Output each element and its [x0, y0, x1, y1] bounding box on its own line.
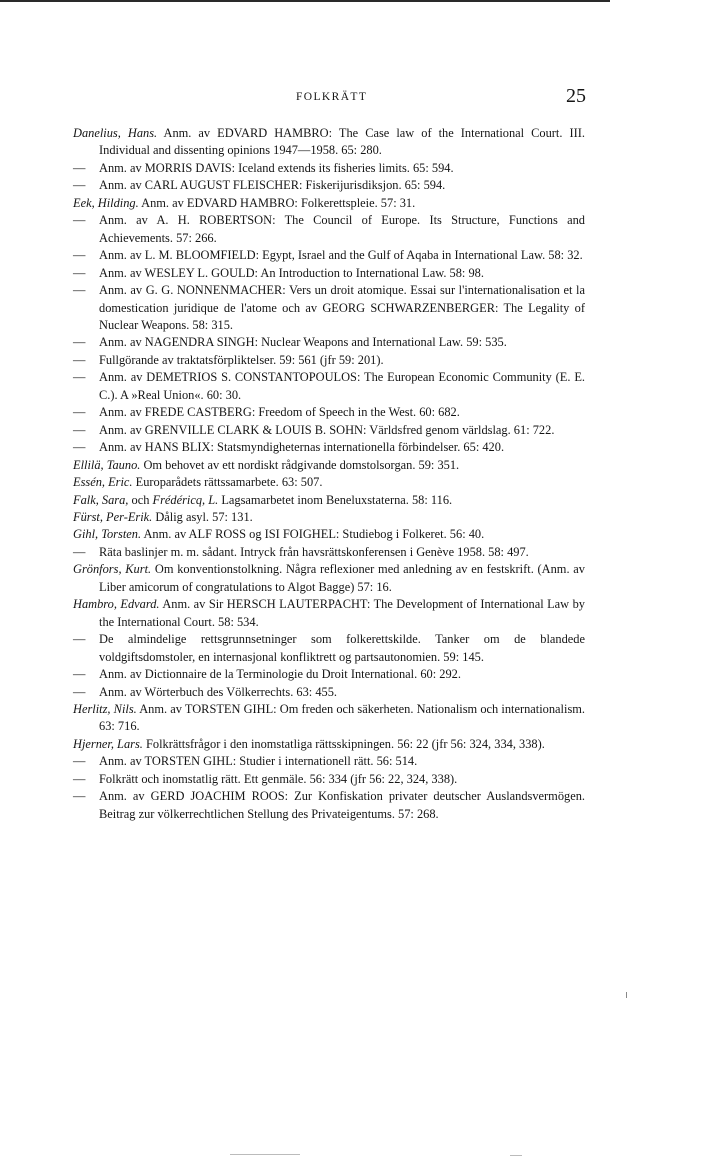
- entry-text: Anm. av GERD JOACHIM ROOS: Zur Konfiskation privater deutscher Auslandsvermögen. Beitrag zur völkerrechtlichen Stellung des Privateigentums. 57: 268.: [99, 789, 585, 821]
- entry-text: Anm. av MORRIS DAVIS: Iceland extends its fisheries limits. 65: 594.: [99, 160, 454, 175]
- entry-author: Herlitz, Nils.: [73, 701, 137, 716]
- entry-author: Ellilä, Tauno.: [73, 457, 141, 472]
- entry-text: Anm. av ALF ROSS og ISI FOIGHEL: Studiebog i Folkeret. 56: 40.: [141, 527, 485, 542]
- entry-text: Anm. av WESLEY L. GOULD: An Introduction to International Law. 58: 98.: [99, 265, 484, 280]
- scan-speck: [626, 992, 627, 998]
- sub-entry: [73, 334, 585, 351]
- index-entry: [73, 492, 585, 509]
- scan-speck: [510, 1155, 522, 1156]
- sub-entry: [73, 753, 585, 770]
- dash-mark: —: [73, 684, 86, 699]
- entry-author: Hjerner, Lars.: [73, 736, 143, 751]
- entry-author: Eek, Hilding.: [73, 195, 139, 210]
- entry-author: Frédéricq, L.: [152, 492, 219, 507]
- dash-mark: —: [73, 771, 86, 786]
- index-entry: [73, 195, 585, 212]
- sub-entry: [73, 177, 585, 194]
- sub-entry: [73, 282, 585, 334]
- index-entries: [73, 125, 585, 823]
- entry-text: Anm. av EDVARD HAMBRO: The Case law of the International Court. III. Individual and dissenting opinions 1947—1958. 65: 280.: [99, 126, 585, 158]
- entry-text: Anm. av NAGENDRA SINGH: Nuclear Weapons and International Law. 59: 535.: [99, 335, 507, 350]
- index-entry: [73, 125, 585, 160]
- sub-entry: [73, 160, 585, 177]
- entry-text: Folkrättsfrågor i den inomstatliga rättsskipningen. 56: 22 (jfr 56: 324, 334, 338).: [142, 736, 545, 751]
- dash-mark: —: [73, 667, 86, 682]
- sub-entry: [73, 631, 585, 666]
- sub-entry: [73, 352, 585, 369]
- dash-mark: —: [73, 632, 86, 647]
- dash-mark: —: [73, 178, 86, 193]
- page-number: 25: [566, 85, 586, 107]
- entry-text: Anm. av Sir HERSCH LAUTERPACHT: The Development of International Law by the International Court. 58: 534.: [99, 597, 585, 629]
- sub-entry: [73, 684, 585, 701]
- entry-text: Folkrätt och inomstatlig rätt. Ett genmäle. 56: 334 (jfr 56: 22, 324, 338).: [99, 771, 458, 786]
- entry-text: Anm. av FREDE CASTBERG: Freedom of Speech in the West. 60: 682.: [99, 405, 460, 420]
- entry-text: Anm. av HANS BLIX: Statsmyndigheternas internationella förbindelser. 65: 420.: [99, 440, 505, 455]
- dash-mark: —: [73, 283, 86, 298]
- scan-speck: [230, 1154, 300, 1155]
- entry-text: och: [128, 492, 153, 507]
- entry-text: Anm. av EDVARD HAMBRO: Folkerettspleie. 57: 31.: [138, 195, 416, 210]
- index-entry: [73, 457, 585, 474]
- entry-author: Grönfors, Kurt.: [73, 562, 152, 577]
- entry-text: Anm. av L. M. BLOOMFIELD: Egypt, Israel and the Gulf of Aqaba in International Law. 58: 32.: [99, 248, 583, 263]
- dash-mark: —: [73, 265, 86, 280]
- entry-text: Anm. av Wörterbuch des Völkerrechts. 63: 455.: [99, 684, 338, 699]
- entry-text: Lagsamarbetet inom Beneluxstaterna. 58: 116.: [218, 492, 453, 507]
- sub-entry: [73, 369, 585, 404]
- entry-text: Anm. av TORSTEN GIHL: Om freden och säkerheten. Nationalism och internationalism. 63: 716.: [99, 701, 585, 734]
- sub-entry: [73, 788, 585, 823]
- entry-text: Om konventionstolkning. Några reflexioner med anledning av en festskrift. (Anm. av Liber amicorum of congratulations to Algot Bagge) 57: 16.: [99, 562, 585, 594]
- index-entry: [73, 526, 585, 543]
- index-entry: [73, 474, 585, 491]
- index-entry: [73, 561, 585, 596]
- entry-text: Anm. av CARL AUGUST FLEISCHER: Fiskerijurisdiksjon. 65: 594.: [99, 178, 446, 193]
- entry-text: Dålig asyl. 57: 131.: [152, 509, 253, 524]
- dash-mark: —: [73, 544, 86, 559]
- entry-author: Gihl, Torsten.: [73, 527, 142, 542]
- dash-mark: —: [73, 789, 86, 804]
- dash-mark: —: [73, 754, 86, 769]
- sub-entry: [73, 422, 585, 439]
- entry-text: Anm. av A. H. ROBERTSON: The Council of Europe. Its Structure, Functions and Achievements. 57: 266.: [99, 213, 585, 245]
- entry-author: Falk, Sara,: [73, 492, 129, 507]
- index-entry: [73, 701, 585, 736]
- dash-mark: —: [73, 370, 86, 385]
- sub-entry: [73, 666, 585, 683]
- entry-text: Anm. av GRENVILLE CLARK & LOUIS B. SOHN: Världsfred genom världslag. 61: 722.: [99, 422, 555, 437]
- entry-text: Anm. av DEMETRIOS S. CONSTANTOPOULOS: The European Economic Community (E. E. C.). A »Real Union«. 60: 30.: [99, 370, 585, 402]
- entry-author: Fürst, Per-Erik.: [73, 509, 153, 524]
- entry-text: Fullgörande av traktatsförpliktelser. 59: 561 (jfr 59: 201).: [99, 352, 384, 367]
- dash-mark: —: [73, 213, 86, 228]
- top-rule: [0, 0, 610, 2]
- entry-text: De almindelige rettsgrunnsetninger som folkerettskilde. Tanker om de blandede voldgiftsdomstoler, en internasjonal konfliktrett og partsautonomien. 59: 145.: [99, 632, 585, 664]
- sub-entry: [73, 544, 585, 561]
- entry-text: Om behovet av ett nordiskt rådgivande domstolsorgan. 59: 351.: [140, 457, 460, 472]
- index-entry: [73, 596, 585, 631]
- dash-mark: —: [73, 352, 86, 367]
- dash-mark: —: [73, 422, 86, 437]
- entry-text: Anm. av Dictionnaire de la Terminologie du Droit International. 60: 292.: [99, 667, 461, 682]
- entry-text: Räta baslinjer m. m. sådant. Intryck från havsrättskonferensen i Genève 1958. 58: 497.: [99, 544, 529, 559]
- entry-text: Anm. av G. G. NONNENMACHER: Vers un droit atomique. Essai sur l'internationalisation et la domestication juridique de l'atome och av GEORG SCHWARZENBERGER: The Legality of Nuclear Weapons. 58: 315.: [99, 283, 585, 332]
- page-header: [0, 85, 720, 111]
- sub-entry: [73, 265, 585, 282]
- sub-entry: [73, 404, 585, 421]
- sub-entry: [73, 212, 585, 247]
- entry-author: Essén, Eric.: [73, 475, 133, 490]
- entry-author: Hambro, Edvard.: [73, 597, 160, 612]
- running-title: FOLKRÄTT: [296, 91, 368, 103]
- entry-text: Anm. av TORSTEN GIHL: Studier i internationell rätt. 56: 514.: [99, 754, 418, 769]
- dash-mark: —: [73, 405, 86, 420]
- dash-mark: —: [73, 335, 86, 350]
- dash-mark: —: [73, 160, 86, 175]
- entry-text: Europarådets rättssamarbete. 63: 507.: [132, 475, 323, 490]
- entry-author: Danelius, Hans.: [73, 126, 158, 140]
- index-entry: [73, 509, 585, 526]
- dash-mark: —: [73, 440, 86, 455]
- dash-mark: —: [73, 248, 86, 263]
- index-entry: [73, 736, 585, 753]
- sub-entry: [73, 771, 585, 788]
- sub-entry: [73, 247, 585, 264]
- sub-entry: [73, 439, 585, 456]
